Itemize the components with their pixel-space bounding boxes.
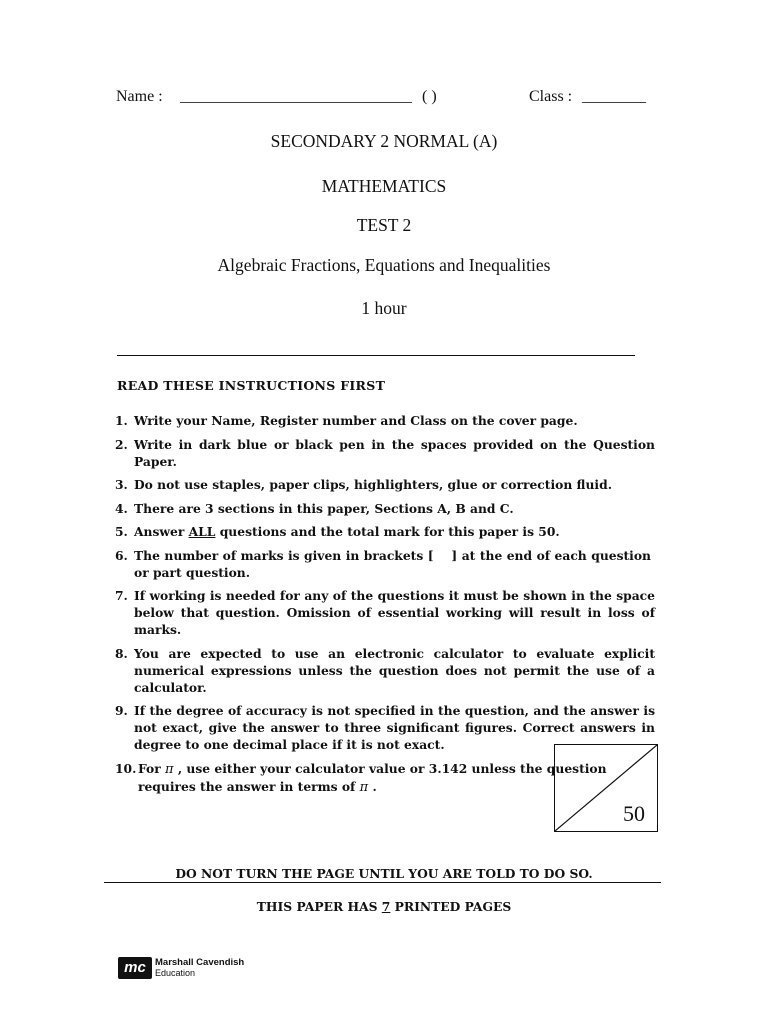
instruction-item: 8. You are expected to use an electronic calculator to evaluate explicit numerical expressions unless the question does not permit the use of a calculator. <box>115 645 655 695</box>
level-title: SECONDARY 2 NORMAL (A) <box>270 131 498 151</box>
footer-divider <box>104 882 661 883</box>
do-not-turn-warning: DO NOT TURN THE PAGE UNTIL YOU ARE TOLD TO DO SO. <box>175 866 593 881</box>
instruction-item: 7. If working is needed for any of the questions it must be shown in the space below that question. Omission of essential working will result in loss of marks. <box>115 588 655 637</box>
title-divider <box>117 355 635 356</box>
student-details-row <box>116 88 656 110</box>
publisher-name: Marshall Cavendish Education <box>155 957 245 978</box>
total-marks-value: 50 <box>623 801 645 826</box>
instruction-item: 1. Write your Name, Register number and Class on the cover page. <box>115 413 578 428</box>
instruction-item: 9. If the degree of accuracy is not specified in the question, and the answer is not exact, give the answer to three significant figures. Correct answers in degree to one decimal place if it is not exact. <box>115 703 655 752</box>
test-title: TEST 2 <box>356 215 412 235</box>
subject-title: MATHEMATICS <box>321 176 447 196</box>
instruction-item: 5. Answer ALL questions and the total mark for this paper is 50. <box>115 524 560 539</box>
emphasis-all: ALL <box>188 524 216 539</box>
mc-logo-icon: mc <box>118 957 152 979</box>
instruction-item: 6. The number of marks is given in brackets [ ] at the end of each question or part question. <box>115 547 656 580</box>
duration-text: 1 hour <box>361 298 407 318</box>
instruction-item: 4. There are 3 sections in this paper, Sections A, B and C. <box>115 500 514 516</box>
instruction-item: 10. For π , use either your calculator value or 3.142 unless the question requires the answer in terms of π . <box>115 760 607 795</box>
page-count: 7 <box>381 899 391 914</box>
total-marks-box <box>554 744 658 832</box>
instruction-item: 3. Do not use staples, paper clips, highlighters, glue or correction fluid. <box>115 477 612 492</box>
class-label: Class : <box>529 88 573 105</box>
topic-title: Algebraic Fractions, Equations and Inequalities <box>217 255 551 275</box>
instructions-heading: READ THESE INSTRUCTIONS FIRST <box>117 378 386 393</box>
register-number-brackets[interactable]: ( ) <box>422 88 437 105</box>
name-blank[interactable]: _____________________________ <box>180 88 412 105</box>
pi-symbol: π <box>359 779 369 795</box>
instruction-item: 2. Write in dark blue or black pen in the spaces provided on the Question Paper. <box>115 436 655 469</box>
class-blank[interactable]: ________ <box>582 88 646 105</box>
pi-symbol: π <box>165 761 174 777</box>
name-label: Name : <box>116 88 163 105</box>
printed-pages-note: THIS PAPER HAS 7 PRINTED PAGES <box>256 899 512 914</box>
